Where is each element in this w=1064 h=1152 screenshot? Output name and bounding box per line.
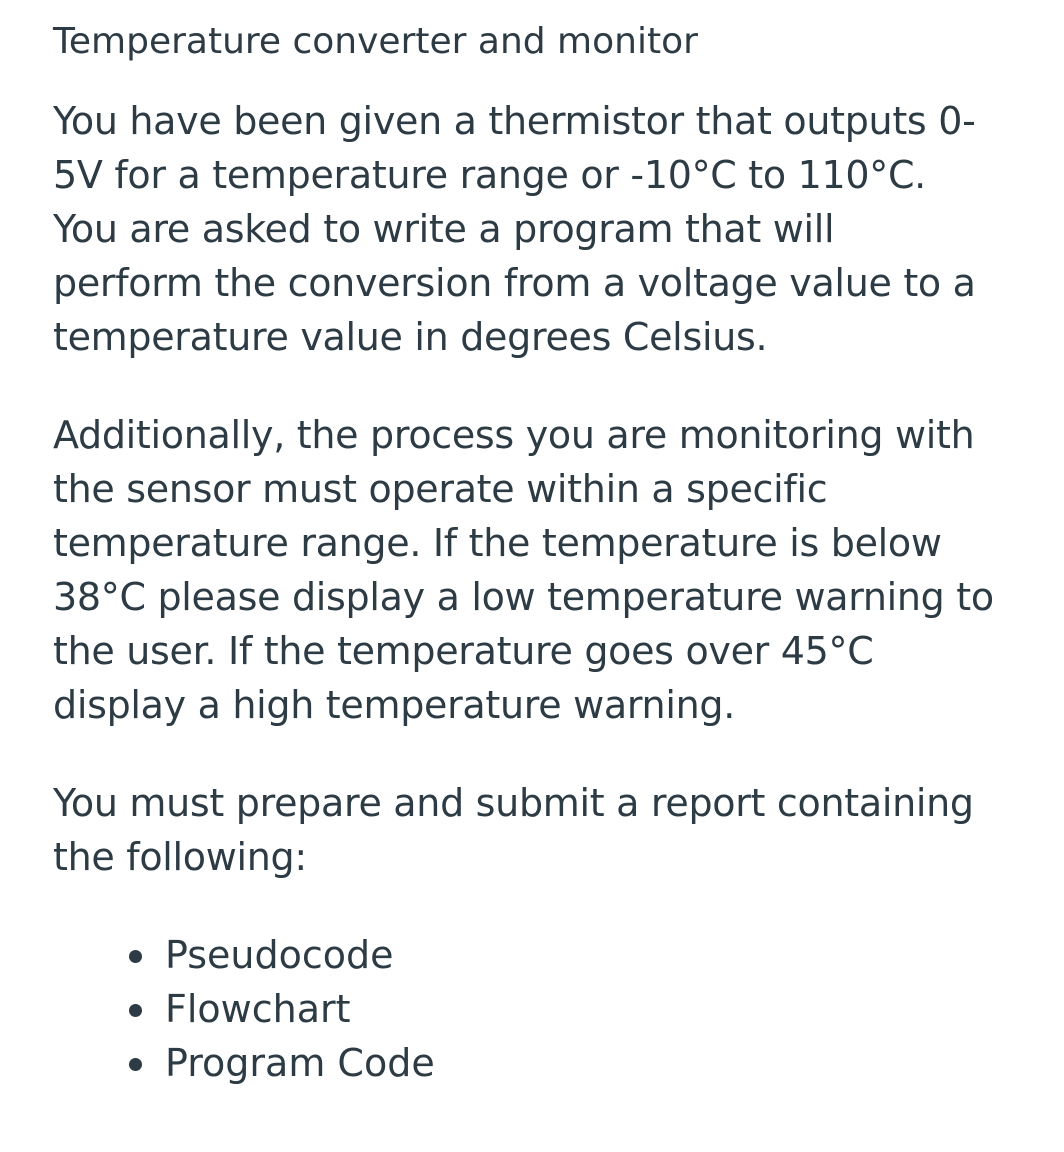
text-line: the user. If the temperature goes over 45°C <box>53 629 874 673</box>
deliverables-list <box>53 928 1038 1090</box>
text-line: You have been given a thermistor that outputs 0- <box>53 99 976 143</box>
list-item-flowchart: Flowchart <box>129 982 1038 1036</box>
paragraph-temperature-range <box>53 408 1038 732</box>
page-title: Temperature converter and monitor <box>53 21 698 62</box>
text-line: temperature value in degrees Celsius. <box>53 315 768 359</box>
text-line: You must prepare and submit a report containing <box>53 781 974 825</box>
paragraph-report <box>53 776 1038 884</box>
text-line: temperature range. If the temperature is below <box>53 521 942 565</box>
text-line: the sensor must operate within a specific <box>53 467 828 511</box>
assignment-document <box>53 18 1038 1090</box>
text-line: 5V for a temperature range or -10°C to 110°C. <box>53 153 926 197</box>
text-line: Additionally, the process you are monitoring with <box>53 413 975 457</box>
list-item-program-code: Program Code <box>129 1036 1038 1090</box>
text-line: the following: <box>53 835 307 879</box>
text-line: perform the conversion from a voltage value to a <box>53 261 976 305</box>
list-item-pseudocode: Pseudocode <box>129 928 1038 982</box>
text-line: display a high temperature warning. <box>53 683 735 727</box>
text-line: 38°C please display a low temperature warning to <box>53 575 994 619</box>
paragraph-thermistor <box>53 94 1038 364</box>
text-line: You are asked to write a program that will <box>53 207 835 251</box>
